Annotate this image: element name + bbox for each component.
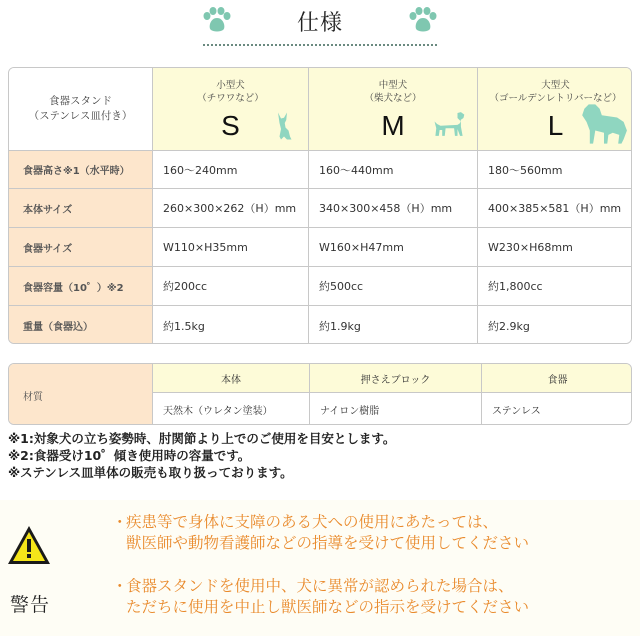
corner-label-line2: （ステンレス皿付き） [28, 110, 133, 122]
warning-line: 疾患等で身体に支障のある犬への使用にあたっては、 [126, 513, 499, 531]
size-example: （チワワなど） [197, 93, 264, 104]
material-table [8, 363, 632, 425]
bullet: ・ [112, 513, 128, 531]
row-value-large: 約1,800cc [478, 267, 632, 306]
material-value-block: ナイロン樹脂 [310, 393, 482, 425]
row-value-large: 約2.9kg [478, 306, 632, 344]
row-value-large: W230×H68mm [478, 228, 632, 267]
size-category: 大型犬 [541, 80, 570, 91]
size-category: 中型犬 [378, 80, 408, 91]
row-value-medium: 約500cc [309, 267, 478, 306]
row-label: 本体サイズ [9, 189, 153, 228]
corner-label-line1: 食器スタンド [49, 95, 112, 107]
material-value-body: 天然木（ウレタン塗装） [153, 393, 310, 425]
row-value-medium: 160〜440mm [309, 151, 478, 189]
row-label: 食器サイズ [9, 228, 153, 267]
footnote: ※2:食器受け10゜傾き使用時の容量です。 [8, 448, 251, 463]
row-value-large: 180〜560mm [478, 151, 632, 189]
section-header [0, 0, 640, 60]
shiba-silhouette-icon [432, 110, 466, 138]
row-value-small: 260×300×262（H）mm [153, 189, 309, 228]
warning-item [112, 576, 529, 618]
warning-triangle-icon [6, 524, 52, 566]
footnote: ※1:対象犬の立ち姿勢時、肘関節より上でのご使用を目安とします。 [8, 431, 396, 446]
row-label: 食器容量（10゜）※2 [9, 267, 153, 306]
material-header-body: 本体 [153, 364, 310, 393]
warning-line: ただちに使用を中止し獣医師などの指示を受けてください [126, 598, 530, 616]
row-value-small: 約1.5kg [153, 306, 309, 344]
warning-line: 獣医師や動物看護師などの指導を受けて使用してください [126, 534, 530, 552]
warning-line: 食器スタンドを使用中、犬に異常が認められた場合は、 [126, 577, 514, 595]
dotted-divider [203, 44, 437, 46]
row-value-small: W110×H35mm [153, 228, 309, 267]
warning-label: 警告 [10, 594, 51, 616]
material-header-bowl: 食器 [482, 364, 632, 393]
column-header-large [478, 68, 632, 151]
footnote: ※ステンレス皿単体の販売も取り扱っております。 [8, 465, 293, 480]
row-label: 重量（食器込） [9, 306, 153, 344]
column-header-medium [309, 68, 478, 151]
row-value-small: 約200cc [153, 267, 309, 306]
size-letter: M [381, 110, 405, 141]
chihuahua-silhouette-icon [275, 108, 293, 144]
spec-table [8, 67, 632, 344]
row-value-medium: 約1.9kg [309, 306, 478, 344]
row-label: 食器高さ※1（水平時） [9, 151, 153, 189]
size-example: （ゴールデンレトリバーなど） [489, 93, 622, 104]
warning-section [0, 500, 640, 636]
row-value-large: 400×385×581（H）mm [478, 189, 632, 228]
warning-item [112, 512, 529, 554]
material-value-bowl: ステンレス [482, 393, 632, 425]
footnotes [8, 430, 638, 481]
size-letter: L [547, 110, 564, 141]
material-label: 材質 [9, 364, 153, 425]
row-value-medium: W160×H47mm [309, 228, 478, 267]
row-value-small: 160〜240mm [153, 151, 309, 189]
row-value-medium: 340×300×458（H）mm [309, 189, 478, 228]
size-example: （柴犬など） [364, 93, 422, 104]
column-header-small [153, 68, 309, 151]
golden-retriever-silhouette-icon [580, 101, 628, 147]
paw-print-icon [408, 6, 438, 34]
page-title: 仕様 [296, 11, 343, 36]
size-letter: S [221, 110, 240, 141]
size-category: 小型犬 [216, 80, 245, 91]
material-header-block: 押さえブロック [310, 364, 482, 393]
corner-header [9, 68, 153, 151]
bullet: ・ [112, 577, 128, 595]
